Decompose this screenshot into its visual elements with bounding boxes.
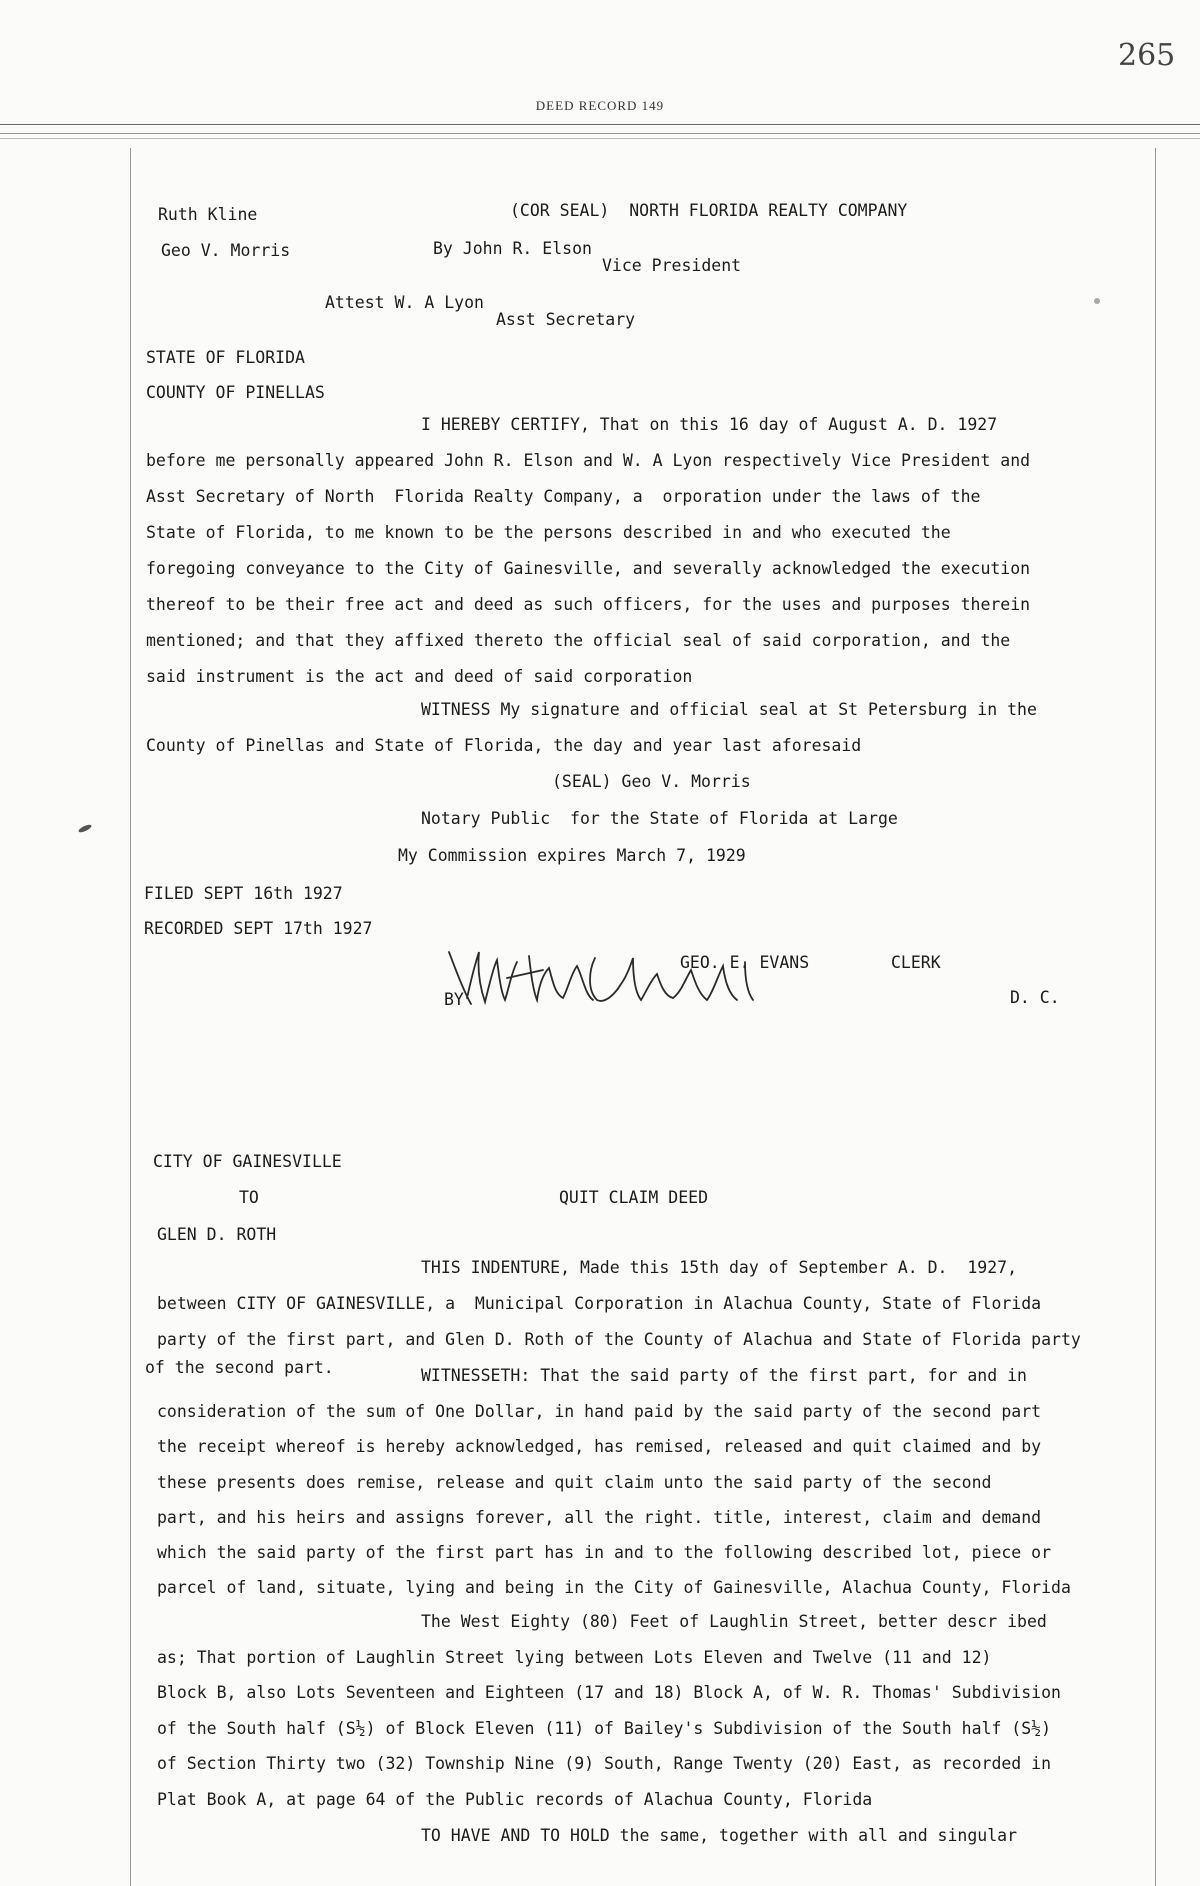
page-number: 265 [1118, 38, 1176, 73]
legal-description-line: The West Eighty (80) Feet of Laughlin Street, better descr ibed [421, 1612, 1047, 1631]
legal-description-line: Plat Book A, at page 64 of the Public records of Alachua County, Florida [157, 1790, 873, 1809]
corporate-seal-company: (COR SEAL) NORTH FLORIDA REALTY COMPANY [510, 201, 908, 220]
deed-paragraph-line: of the second part. [145, 1358, 334, 1377]
to-label: TO [239, 1188, 259, 1207]
header-rule-top [0, 124, 1200, 125]
notary-seal-signature: (SEAL) Geo V. Morris [552, 772, 751, 791]
acknowledgment-line: foregoing conveyance to the City of Gainesville, and severally acknowledged the execution [146, 559, 1031, 578]
by-signer: By John R. Elson [433, 239, 592, 258]
deed-paragraph-line: part, and his heirs and assigns forever, all the right. title, interest, claim and demand [157, 1508, 1042, 1527]
deed-paragraph-line: parcel of land, situate, lying and being in the City of Gainesville, Alachua County, Florida [157, 1578, 1071, 1597]
acknowledgment-line: State of Florida, to me known to be the persons described in and who executed the [146, 523, 951, 542]
deed-paragraph-line: which the said party of the first part has in and to the following described lot, piece or [157, 1543, 1052, 1562]
habendum-line: TO HAVE AND TO HOLD the same, together with all and singular [421, 1826, 1018, 1845]
clerk-title: CLERK [891, 953, 941, 972]
recorded-date: RECORDED SEPT 17th 1927 [144, 919, 373, 938]
legal-description-line: of the South half (S½) of Block Eleven (11) of Bailey's Subdivision of the South half (S½) [157, 1719, 1052, 1738]
grantee-name: GLEN D. ROTH [157, 1225, 277, 1244]
attest-signer-title: Asst Secretary [496, 310, 636, 329]
deputy-clerk-abbrev: D. C. [1010, 988, 1060, 1007]
by-deputy-label: BY [444, 990, 464, 1009]
deed-paragraph-line: these presents does remise, release and quit claim unto the said party of the second [157, 1473, 992, 1492]
deed-paragraph-line: THIS INDENTURE, Made this 15th day of September A. D. 1927, [421, 1258, 1018, 1277]
right-margin-line [1155, 148, 1156, 1886]
acknowledgment-line: mentioned; and that they affixed thereto the official seal of said corporation, and the [146, 631, 1011, 650]
by-signer-title: Vice President [602, 256, 742, 275]
acknowledgment-line: thereof to be their free act and deed as such officers, for the uses and purposes therein [146, 595, 1031, 614]
deed-paragraph-line: party of the first part, and Glen D. Roth of the County of Alachua and State of Florida party [157, 1330, 1081, 1349]
witness-clause-line: County of Pinellas and State of Florida, the day and year last aforesaid [146, 736, 862, 755]
deed-paragraph-line: between CITY OF GAINESVILLE, a Municipal Corporation in Alachua County, State of Florida [157, 1294, 1042, 1313]
county-heading: COUNTY OF PINELLAS [146, 383, 325, 402]
deed-title: QUIT CLAIM DEED [559, 1188, 709, 1207]
witness-clause-line: WITNESS My signature and official seal at St Petersburg in the [421, 700, 1037, 719]
deed-paragraph-line: WITNESSETH: That the said party of the first part, for and in [421, 1366, 1027, 1385]
legal-description-line: of Section Thirty two (32) Township Nine (9) South, Range Twenty (20) East, as recorded in [157, 1754, 1052, 1773]
deputy-clerk-signature [445, 938, 785, 1018]
state-heading: STATE OF FLORIDA [146, 348, 305, 367]
running-header: DEED RECORD 149 [535, 98, 665, 113]
scan-speck [1094, 298, 1100, 304]
header-rule-bottom [0, 138, 1200, 139]
acknowledgment-line: before me personally appeared John R. Elson and W. A Lyon respectively Vice President and [146, 451, 1031, 470]
legal-description-line: as; That portion of Laughlin Street lying between Lots Eleven and Twelve (11 and 12) [157, 1648, 992, 1667]
clerk-name: GEO. E. EVANS [680, 953, 810, 972]
filed-date: FILED SEPT 16th 1927 [144, 884, 343, 903]
acknowledgment-line: I HEREBY CERTIFY, That on this 16 day of August A. D. 1927 [421, 415, 998, 434]
witness-name-2: Geo V. Morris [161, 241, 291, 260]
attest-signer: Attest W. A Lyon [325, 293, 484, 312]
acknowledgment-line: said instrument is the act and deed of said corporation [146, 667, 693, 686]
left-margin-line [130, 148, 131, 1886]
commission-expiry: My Commission expires March 7, 1929 [398, 846, 746, 865]
acknowledgment-line: Asst Secretary of North Florida Realty Company, a orporation under the laws of the [146, 487, 981, 506]
witness-name-1: Ruth Kline [158, 205, 258, 224]
grantor-name: CITY OF GAINESVILLE [153, 1152, 342, 1171]
deed-paragraph-line: consideration of the sum of One Dollar, in hand paid by the said party of the second part [157, 1402, 1042, 1421]
deed-paragraph-line: the receipt whereof is hereby acknowledged, has remised, released and quit claimed and by [157, 1437, 1042, 1456]
legal-description-line: Block B, also Lots Seventeen and Eighteen (17 and 18) Block A, of W. R. Thomas' Subdivision [157, 1683, 1061, 1702]
header-rule-middle [0, 133, 1200, 134]
scan-speck [78, 823, 93, 833]
notary-title: Notary Public for the State of Florida at Large [421, 809, 898, 828]
